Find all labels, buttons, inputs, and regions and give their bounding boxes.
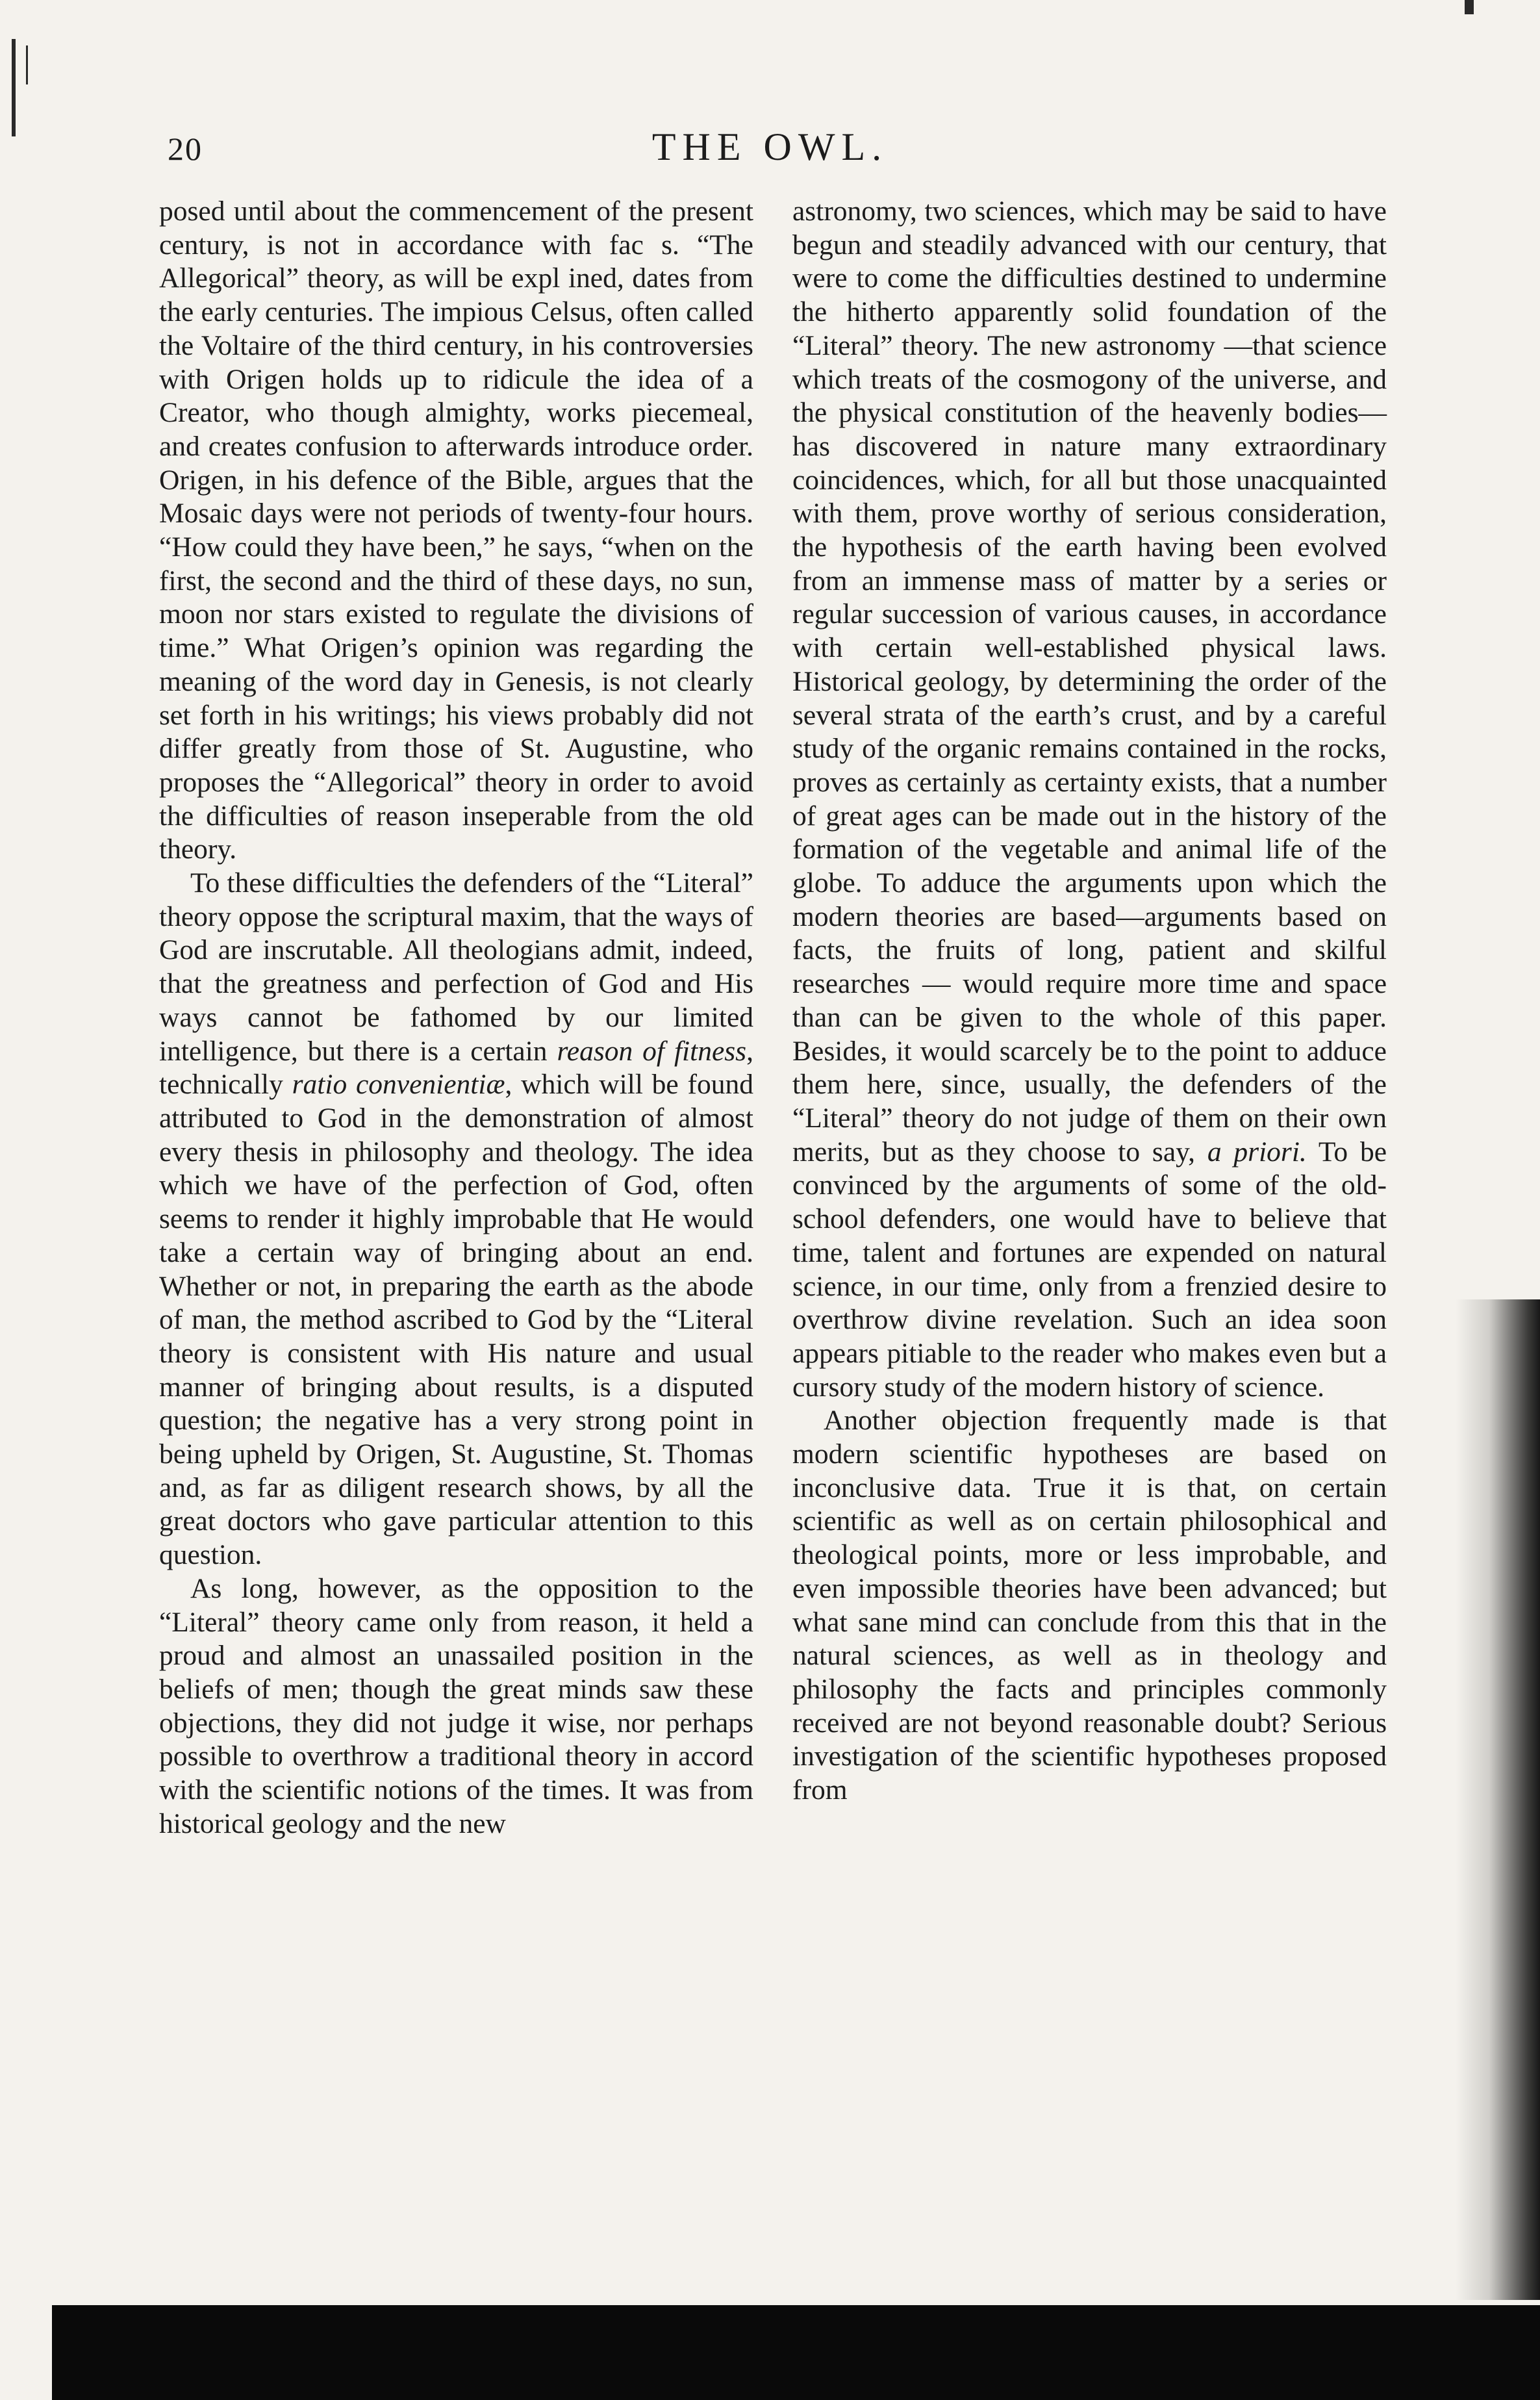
scan-edge-shadow xyxy=(1456,1299,1540,2300)
paragraph: posed until about the commencement of the present century, is not in accordance with fac s. “The Allegorical” theory, as will be expl ined, dates from the early centuries. The impious Celsus, often called the Voltaire of the third century, in his controversies with Origen holds up to ridicule the idea of a Creator, who though almighty, works piecemeal, and creates confusion to afterwards introduce order. Origen, in his defence of the Bible, argues that the Mosaic days were not periods of twenty-four hours. “How could they have been,” he says, “when on the first, the second and the third of these days, no sun, moon nor stars existed to regulate the divisions of time.” What Origen’s opinion was regarding the meaning of the word day in Genesis, is not clearly set forth in his writings; his views probably did not differ greatly from those of St. Augustine, who proposes the “Allegorical” theory in order to avoid the difficulties of reason inseperable from the old theory. xyxy=(159,196,753,865)
paragraph: As long, however, as the opposition to the “Literal” theory came only from reason, it held a proud and almost an unassailed position in the beliefs of men; though the great minds saw these objections, they did not judge it wise, nor perhaps possible to overthrow a traditional theory in accord with the scientific notions of the times. It was from historical geology and the new xyxy=(159,1572,753,1839)
scan-bottom-bar xyxy=(52,2305,1540,2400)
page-header xyxy=(0,117,1540,175)
paragraph-text: To these difficulties the defenders of the “Literal” theory oppose the scriptural maxim, that the ways of God are inscrutable. All theologians admit, indeed, that the greatness and perfection of God and His ways cannot be fathomed by our limited intelligence, but there is a certain xyxy=(159,867,753,1067)
paragraph: Another objection frequently made is that modern scientific hypotheses are based on inconclusive data. True it is that, on certain scientific as well as on certain philosophical and theological points, more or less improbable, and even impossible theories have been advanced; but what sane mind can conclude from this that in the natural sciences, as well as in theology and philosophy the facts and principles commonly received are not beyond reasonable doubt? Serious investigation of the scientific hypotheses proposed from xyxy=(792,1405,1387,1806)
scan-artifact xyxy=(26,45,28,84)
paragraph xyxy=(159,867,753,1572)
italic-phrase: a priori. xyxy=(1207,1136,1307,1168)
paragraph xyxy=(792,195,1387,1404)
italic-phrase: ratio convenientiæ xyxy=(292,1069,505,1101)
running-title: THE OWL. xyxy=(651,125,889,168)
paragraph-text: , technically xyxy=(159,1035,753,1101)
italic-phrase: reason of fitness xyxy=(557,1035,747,1067)
paragraph-text: , which will be found attributed to God in the demonstration of almost every thesis in philosophy and theology. The idea which we have of the perfection of God, often seems to render it highly improbable that He would take a certain way of bringing about an end. Whether or not, in preparing the earth as the abode of man, the method ascribed to God by the “Literal theory is consistent with His nature and usual manner of bringing about results, is a disputed question; the negative has a very strong point in being upheld by Origen, St. Augustine, St. Thomas and, as far as diligent research shows, by all the great doctors who gave particular attention to this question. xyxy=(159,1069,754,1571)
left-column xyxy=(159,195,753,1841)
scan-artifact xyxy=(1465,0,1474,14)
right-column xyxy=(792,195,1387,1807)
paragraph-text: To be convinced by the arguments of some of the old-school defenders, one would have to believe that time, talent and fortunes are expended on natural science, in our time, only from a frenzied desire to overthrow divine revelation. Such an idea soon appears pitiable to the reader who makes even but a cursory study of the modern history of science. xyxy=(792,1136,1387,1403)
paragraph-text: astronomy, two sciences, which may be said to have begun and steadily advanced with our century, that were to come the difficulties destined to undermine the hitherto apparently solid foundation of the “Literal” theory. The new astronomy —that science which treats of the cosmogony of the universe, and the physical constitution of the heavenly bodies—has discovered in nature many extraordinary coincidences, which, for all but those unacquainted with them, prove worthy of serious consideration, the hypothesis of the earth having been evolved from an immense mass of matter by a series or regular succession of various causes, in accordance with certain well-established physical laws. Historical geology, by determining the order of the several strata of the earth’s crust, and by a careful study of the organic remains contained in the rocks, proves as certainly as certainty exists, that a number of great ages can be made out in the history of the formation of the vegetable and animal life of the globe. To adduce the arguments upon which the modern theories are based—arguments based on facts, the fruits of long, patient and skilful researches — would require more time and space than can be given to the whole of this paper. Besides, it would scarcely be to the point to adduce them here, since, usually, the defenders of the “Literal” theory do not judge of them on their own merits, but as they choose to say, xyxy=(792,196,1387,1168)
page-number: 20 xyxy=(168,131,203,167)
